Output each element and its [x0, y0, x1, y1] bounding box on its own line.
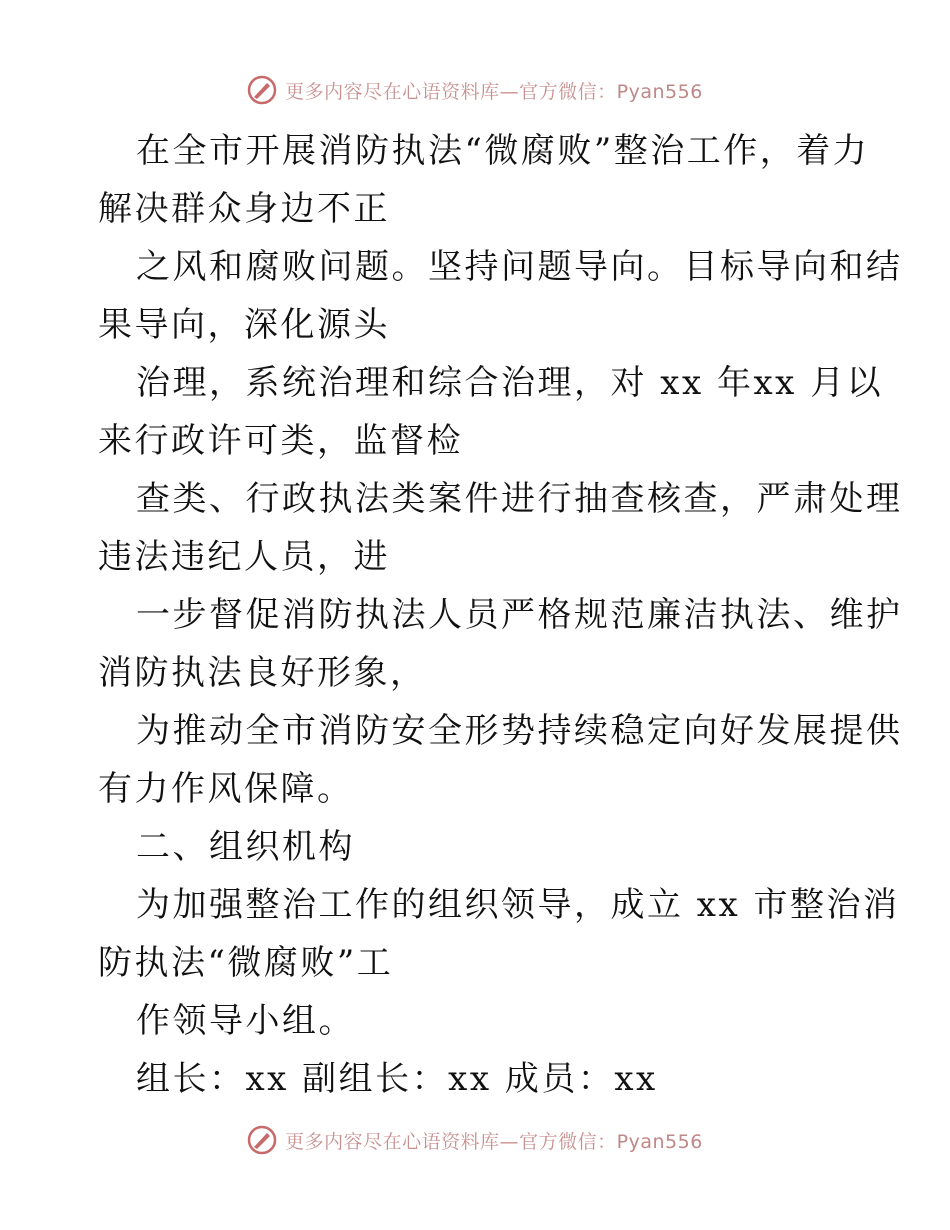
- member-list-line: 组长：xx 副组长：xx 成员：xx: [136, 1059, 658, 1099]
- body-line: 为加强整治工作的组织领导，成立 xx 市整治消: [136, 885, 900, 925]
- body-line: 为推动全市消防安全形势持续稳定向好发展提供: [136, 711, 903, 751]
- body-line: 有力作风保障。: [98, 769, 354, 809]
- body-line: 查类、行政执法类案件进行抽查核查，严肃处理: [136, 479, 903, 519]
- body-line: 之风和腐败问题。坚持问题导向。目标导向和结: [136, 247, 903, 287]
- body-line: 解决群众身边不正: [98, 189, 390, 229]
- body-line: 在全市开展消防执法“微腐败”整治工作，着力: [136, 131, 870, 171]
- body-line: 果导向，深化源头: [98, 305, 390, 345]
- quill-seal-icon: [247, 75, 277, 105]
- header-watermark: [0, 70, 950, 110]
- footer-watermark: [0, 1120, 950, 1160]
- body-line: 作领导小组。: [136, 1001, 355, 1041]
- body-line: 消防执法良好形象，: [98, 653, 427, 693]
- watermark-text: [285, 77, 703, 104]
- section-heading: 二、组织机构: [136, 827, 355, 867]
- body-line: 违法违纪人员，进: [98, 537, 390, 577]
- watermark-contact: Pyan556: [616, 80, 703, 103]
- body-line: 一步督促消防执法人员严格规范廉洁执法、维护: [136, 595, 903, 635]
- document-body: [98, 122, 903, 1108]
- watermark-contact: Pyan556: [616, 1130, 703, 1153]
- watermark-text: [285, 1127, 703, 1154]
- quill-seal-icon: [247, 1125, 277, 1155]
- watermark-site-text: 更多内容尽在心语资料库—官方微信：: [285, 80, 617, 103]
- watermark-site-text: 更多内容尽在心语资料库—官方微信：: [285, 1130, 617, 1153]
- body-line: 防执法“微腐败”工: [98, 943, 394, 983]
- body-line: 来行政许可类，监督检: [98, 421, 463, 461]
- body-line: 治理，系统治理和综合治理，对 xx 年xx 月以: [136, 363, 884, 403]
